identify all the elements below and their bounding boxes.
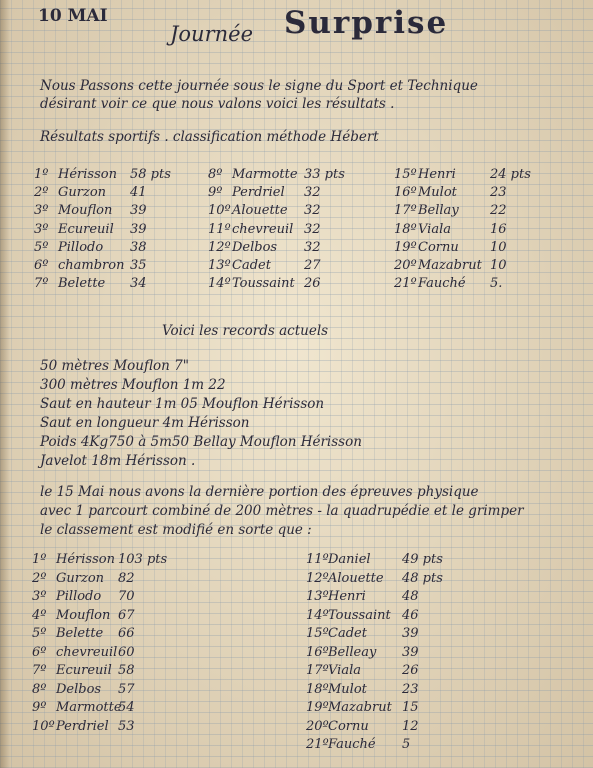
scout-name: Perdriel <box>232 185 285 201</box>
points-value: 27 <box>304 257 321 273</box>
rank-label: 1º <box>34 167 49 182</box>
points-value: 60 <box>118 644 135 660</box>
scout-name: Alouette <box>232 203 288 219</box>
binding-shadow <box>0 0 10 768</box>
record-line: Saut en hauteur 1m 05 Mouflon Hérisson <box>40 396 325 412</box>
points-value: 66 <box>118 626 135 641</box>
scout-name: Hérisson <box>58 167 117 182</box>
points-value: 103 pts <box>118 552 168 567</box>
rank-label: 21º <box>306 737 329 752</box>
scout-name: Mouflon <box>58 203 113 219</box>
points-value: 48 <box>402 589 419 604</box>
points-value: 32 <box>304 185 321 201</box>
rank-label: 2º <box>32 570 47 586</box>
page-title: Surprise <box>284 5 449 41</box>
points-value: 22 <box>490 203 507 219</box>
scout-name: chambron <box>58 257 125 273</box>
points-value: 39 <box>402 626 419 641</box>
rank-label: 13º <box>208 257 231 273</box>
scout-name: Pillodo <box>56 589 102 604</box>
scout-name: Mouflon <box>56 607 111 623</box>
points-value: 34 <box>130 276 147 292</box>
points-value: 15 <box>402 700 419 715</box>
scout-name: Viala <box>418 221 451 237</box>
rank-label: 16º <box>394 185 417 201</box>
rank-label: 17º <box>394 203 417 219</box>
rank-label: 8º <box>32 681 47 697</box>
rank-label: 8º <box>208 167 223 182</box>
rank-label: 12º <box>306 570 329 586</box>
scout-name: Marmotte <box>56 700 122 715</box>
points-value: 53 <box>118 718 135 734</box>
rank-label: 9º <box>32 700 47 715</box>
rank-label: 5º <box>34 239 49 255</box>
points-value: 26 <box>304 276 321 292</box>
points-value: 5 <box>402 737 411 752</box>
scout-name: Belette <box>58 276 106 292</box>
scout-name: Alouette <box>328 570 384 586</box>
rank-label: 2º <box>34 185 49 201</box>
scout-name: Bellay <box>418 203 459 219</box>
scout-name: Mazabrut <box>418 257 482 273</box>
scout-name: Mulot <box>418 185 457 201</box>
points-value: 82 <box>118 570 135 586</box>
scout-name: Belette <box>56 626 104 641</box>
points-value: 46 <box>402 607 419 623</box>
points-value: 39 <box>130 221 147 237</box>
scout-name: Daniel <box>328 552 371 567</box>
rank-label: 15º <box>306 626 329 641</box>
record-line: Javelot 18m Hérisson . <box>40 453 196 469</box>
rank-label: 11º <box>208 221 231 237</box>
scout-name: Cadet <box>232 257 271 273</box>
points-value: 39 <box>402 644 419 660</box>
rank-label: 19º <box>306 700 329 715</box>
scout-name: Belleay <box>328 644 377 660</box>
points-value: 10 <box>490 239 507 255</box>
points-value: 58 <box>118 663 135 678</box>
scout-name: Perdriel <box>56 718 109 734</box>
rank-label: 14º <box>208 276 231 292</box>
points-value: 41 <box>130 185 147 201</box>
points-value: 54 <box>118 700 135 715</box>
paragraph-line: le classement est modifié en sorte que : <box>40 522 312 538</box>
scout-name: Mazabrut <box>328 700 392 715</box>
rank-label: 3º <box>34 221 49 237</box>
rank-label: 20º <box>306 718 329 734</box>
scout-name: chevreuil <box>232 221 294 237</box>
scout-name: chevreuil <box>56 644 118 660</box>
points-value: 57 <box>118 681 135 697</box>
points-value: 23 <box>402 681 419 697</box>
rank-label: 3º <box>32 589 47 604</box>
record-line: Poids 4Kg750 à 5m50 Bellay Mouflon Hérisson <box>40 434 362 450</box>
scout-name: Mulot <box>328 681 367 697</box>
rank-label: 14º <box>306 607 329 623</box>
rank-label: 7º <box>34 276 49 292</box>
rank-label: 1º <box>32 552 47 567</box>
points-value: 70 <box>118 589 135 604</box>
rank-label: 19º <box>394 239 417 255</box>
points-value: 10 <box>490 257 507 273</box>
points-value: 38 <box>130 239 147 255</box>
points-value: 23 <box>490 185 507 201</box>
intro-line: Nous Passons cette journée sous le signe du Sport et Technique <box>40 78 478 94</box>
rank-label: 6º <box>34 257 49 273</box>
scout-name: Cornu <box>328 718 369 734</box>
points-value: 39 <box>130 203 147 219</box>
rank-label: 18º <box>394 221 417 237</box>
scout-name: Pillodo <box>58 239 104 255</box>
page-date: 10 MAI <box>38 6 108 26</box>
rank-label: 12º <box>208 239 231 255</box>
points-value: 32 <box>304 203 321 219</box>
scout-name: Viala <box>328 663 361 678</box>
record-line: 50 mètres Mouflon 7" <box>40 358 189 374</box>
rank-label: 21º <box>394 276 417 292</box>
intro-line: désirant voir ce que nous valons voici les résultats . <box>40 96 395 112</box>
scout-name: Gurzon <box>58 185 107 201</box>
scout-name: Delbos <box>232 239 278 255</box>
rank-label: 17º <box>306 663 329 678</box>
scout-name: Henri <box>418 167 456 182</box>
rank-label: 9º <box>208 185 223 201</box>
scout-name: Ecureuil <box>56 663 112 678</box>
record-line: 300 mètres Mouflon 1m 22 <box>40 377 226 393</box>
record-line: Saut en longueur 4m Hérisson <box>40 415 250 431</box>
title-journee: Journée <box>170 22 254 46</box>
rank-label: 7º <box>32 663 47 678</box>
rank-label: 11º <box>306 552 329 567</box>
points-value: 12 <box>402 718 419 734</box>
rank-label: 18º <box>306 681 329 697</box>
scout-name: Henri <box>328 589 366 604</box>
paragraph-line: avec 1 parcourt combiné de 200 mètres - la quadrupédie et le grimper <box>40 503 524 519</box>
rank-label: 10º <box>32 718 55 734</box>
points-value: 5. <box>490 276 503 292</box>
rank-label: 5º <box>32 626 47 641</box>
results-subtitle: Résultats sportifs . classification méthode Hébert <box>40 129 379 145</box>
points-value: 26 <box>402 663 419 678</box>
rank-label: 20º <box>394 257 417 273</box>
paragraph-line: le 15 Mai nous avons la dernière portion des épreuves physique <box>40 484 479 500</box>
points-value: 35 <box>130 257 147 273</box>
points-value: 32 <box>304 239 321 255</box>
points-value: 33 pts <box>304 167 345 182</box>
points-value: 67 <box>118 607 135 623</box>
points-value: 24 pts <box>490 167 531 182</box>
rank-label: 6º <box>32 644 47 660</box>
rank-label: 10º <box>208 203 231 219</box>
scout-name: Toussaint <box>232 276 295 292</box>
points-value: 58 pts <box>130 167 171 182</box>
rank-label: 13º <box>306 589 329 604</box>
rank-label: 3º <box>34 203 49 219</box>
scout-name: Toussaint <box>328 607 391 623</box>
scout-name: Fauché <box>418 276 466 292</box>
scout-name: Cadet <box>328 626 367 641</box>
scout-name: Fauché <box>328 737 376 752</box>
scout-name: Gurzon <box>56 570 105 586</box>
scout-name: Hérisson <box>56 552 115 567</box>
points-value: 48 pts <box>402 570 443 586</box>
rank-label: 4º <box>32 607 47 623</box>
points-value: 32 <box>304 221 321 237</box>
scout-name: Ecureuil <box>58 221 114 237</box>
scout-name: Marmotte <box>232 167 298 182</box>
rank-label: 15º <box>394 167 417 182</box>
scout-name: Delbos <box>56 681 102 697</box>
records-title: Voici les records actuels <box>162 323 329 339</box>
rank-label: 16º <box>306 644 329 660</box>
points-value: 49 pts <box>402 552 443 567</box>
scout-name: Cornu <box>418 239 459 255</box>
points-value: 16 <box>490 221 507 237</box>
